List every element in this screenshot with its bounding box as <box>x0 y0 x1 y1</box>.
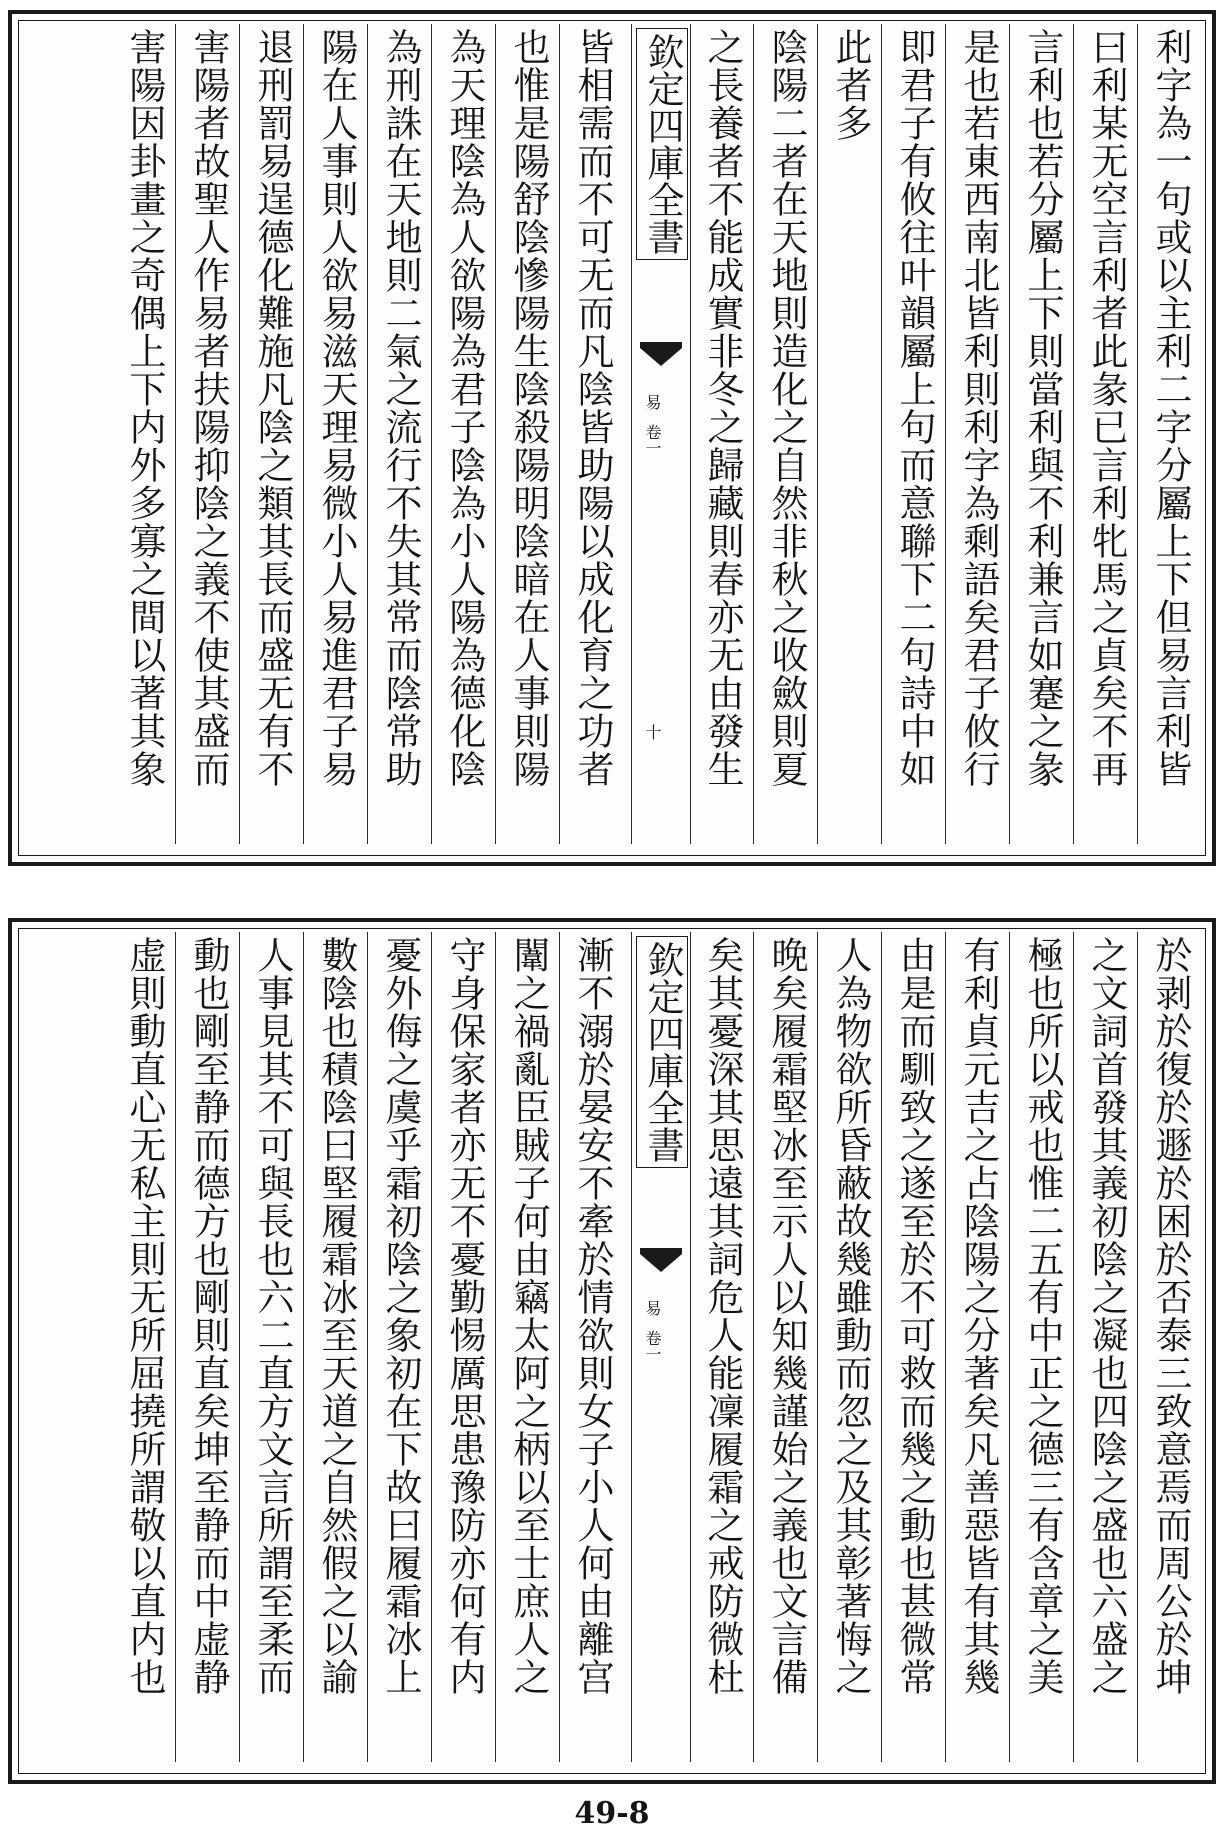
top-text-column: 言利也若分屬上下則當利與不利兼言如蹇之彖 <box>1021 28 1064 788</box>
top-text-column: 退刑罰易逞德化難施凡陰之類其長而盛无有不 <box>251 28 294 788</box>
top-column-rule <box>367 24 368 844</box>
bottom-text-column: 數陰也積陰曰堅履霜冰至天道之自然假之以諭 <box>315 936 358 1696</box>
bottom-column-rule <box>303 932 304 1762</box>
bottom-text-column: 闈之禍亂臣賊子何由竊太阿之柄以至士庶人之 <box>507 936 550 1696</box>
top-column-rule <box>239 24 240 844</box>
bottom-column-rule <box>559 932 560 1762</box>
page-number: 49-8 <box>574 1796 650 1831</box>
upper-center-book: 易 <box>643 394 662 410</box>
lower-center-fold <box>631 932 691 1762</box>
top-column-rule <box>1073 24 1074 844</box>
lower-center-title: 欽定四庫全書 <box>636 936 688 1168</box>
top-column-rule <box>431 24 432 844</box>
bottom-column-rule <box>753 932 754 1762</box>
top-column-rule <box>1137 24 1138 844</box>
upper-center-fold <box>631 24 691 844</box>
bottom-text-column: 晚矣履霜堅冰至示人以知幾謹始之義也文言備 <box>765 936 808 1696</box>
top-column-rule <box>495 24 496 844</box>
top-text-column: 皆相需而不可无而凡陰皆助陽以成化育之功者 <box>571 28 614 788</box>
top-column-rule <box>753 24 754 844</box>
bottom-text-column: 於剥於復於遯於困於否泰三致意焉而周公於坤 <box>1149 936 1192 1696</box>
bottom-column-rule <box>431 932 432 1762</box>
bottom-text-column: 漸不溺於晏安不牽於情欲則女子小人何由離宫 <box>571 936 614 1696</box>
bottom-column-rule <box>945 932 946 1762</box>
bottom-text-column: 守身保家者亦无不憂勤惕厲思患豫防亦何有内 <box>443 936 486 1696</box>
upper-fish-tail-mark-icon <box>638 340 684 370</box>
bottom-column-rule <box>1073 932 1074 1762</box>
top-text-column: 害陽因卦畫之奇偶上下内外多寡之間以著其象 <box>123 28 166 788</box>
bottom-text-column: 有利貞元吉之占陰陽之分著矣凡善惡皆有其幾 <box>957 936 1000 1696</box>
top-text-column: 為刑誅在天地則二氣之流行不失其常而陰常助 <box>379 28 422 788</box>
top-text-column: 曰利某无空言利者此彖已言利牝馬之貞矣不再 <box>1085 28 1128 788</box>
top-text-column: 此者多 <box>829 28 872 142</box>
bottom-text-column: 之文詞首發其義初陰之凝也四陰之盛也六盛之 <box>1085 936 1128 1696</box>
bottom-text-column: 動也剛至静而德方也剛則直矣坤至静而中虚静 <box>187 936 230 1696</box>
top-column-rule <box>945 24 946 844</box>
bottom-column-rule <box>367 932 368 1762</box>
top-column-rule <box>559 24 560 844</box>
top-text-column: 也惟是陽舒陰慘陽生陰殺陽明陰暗在人事則陽 <box>507 28 550 788</box>
lower-page <box>8 918 1216 1784</box>
bottom-column-rule <box>817 932 818 1762</box>
bottom-column-rule <box>239 932 240 1762</box>
bottom-text-column: 極也所以戒也惟二五有中正之德三有含章之美 <box>1021 936 1064 1696</box>
top-text-column: 之長養者不能成實非冬之歸藏則春亦无由發生 <box>701 28 744 788</box>
top-column-rule <box>1009 24 1010 844</box>
bottom-text-column: 矣其憂深其思遠其詞危人能凜履霜之戒防微杜 <box>701 936 744 1696</box>
bottom-column-rule <box>1137 932 1138 1762</box>
upper-center-title: 欽定四庫全書 <box>636 28 688 260</box>
top-text-column: 陽在人事則人欲易滋天理易微小人易進君子易 <box>315 28 358 788</box>
top-text-column: 利字為一句或以主利二字分屬上下但易言利皆 <box>1149 28 1192 788</box>
bottom-text-column: 虚則動直心无私主則无所屈撓所謂敬以直内也 <box>123 936 166 1696</box>
bottom-text-column: 由是而馴致之遂至於不可救而幾之動也甚微常 <box>893 936 936 1696</box>
bottom-text-column: 人事見其不可與長也六二直方文言所謂至柔而 <box>251 936 294 1696</box>
top-column-rule <box>303 24 304 844</box>
top-text-column: 即君子有攸往叶韻屬上句而意聯下二句詩中如 <box>893 28 936 788</box>
top-text-column: 陰陽二者在天地則造化之自然非秋之收斂則夏 <box>765 28 808 788</box>
bottom-text-column: 憂外侮之虞乎霜初陰之象初在下故曰履霜冰上 <box>379 936 422 1696</box>
bottom-column-rule <box>881 932 882 1762</box>
top-text-column: 是也若東西南北皆利則利字為剩語矣君子攸行 <box>957 28 1000 788</box>
bottom-column-rule <box>175 932 176 1762</box>
top-text-column: 害陽者故聖人作易者扶陽抑陰之義不使其盛而 <box>187 28 230 788</box>
lower-center-book: 易 <box>643 1300 662 1316</box>
top-column-rule <box>175 24 176 844</box>
upper-page <box>8 10 1216 866</box>
bottom-column-rule <box>495 932 496 1762</box>
top-column-rule <box>817 24 818 844</box>
top-column-rule <box>881 24 882 844</box>
upper-center-leaf: 十 <box>643 724 662 740</box>
bottom-text-column: 人為物欲所昏蔽故幾雖動而忽之及其彰著悔之 <box>829 936 872 1696</box>
bottom-column-rule <box>1009 932 1010 1762</box>
top-text-column: 為天理陰為人欲陽為君子陰為小人陽為德化陰 <box>443 28 486 788</box>
lower-center-juan: 卷一 <box>643 1330 662 1362</box>
lower-fish-tail-mark-icon <box>638 1246 684 1276</box>
upper-center-juan: 卷一 <box>643 424 662 456</box>
